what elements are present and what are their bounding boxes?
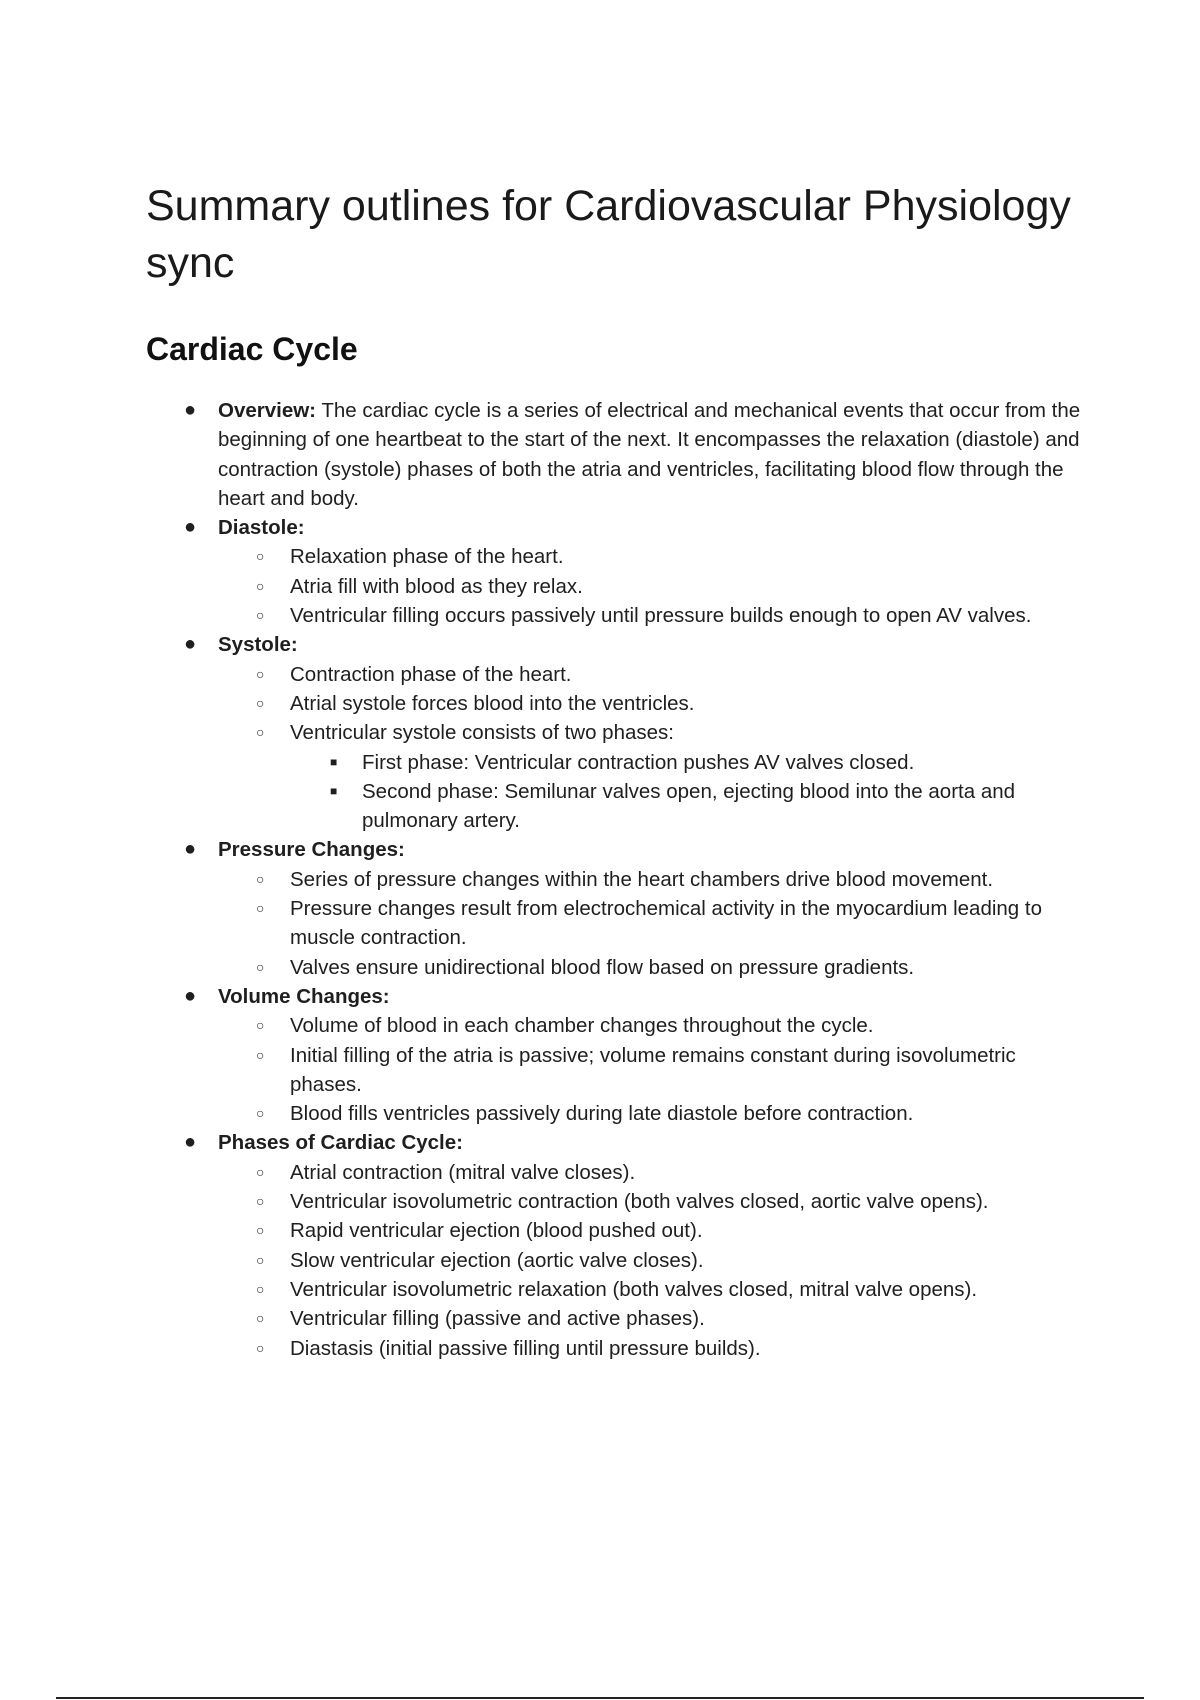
circle-bullet-icon: ○ [256,1163,265,1180]
sub-list [218,1011,1086,1128]
circle-bullet-icon: ○ [256,1193,265,1210]
circle-bullet-icon: ○ [256,724,265,741]
square-bullet-icon: ■ [330,754,338,769]
circle-bullet-icon: ○ [256,870,265,887]
list-item [218,689,1086,718]
list-item [218,1275,1086,1304]
circle-bullet-icon: ○ [256,1339,265,1356]
item-text: Valves ensure unidirectional blood flow based on pressure gradients. [290,955,915,979]
item-text: Rapid ventricular ejection (blood pushed out). [290,1219,703,1243]
circle-bullet-icon: ○ [256,958,265,975]
outline-item-diastole [146,513,1086,630]
sub-list [218,542,1086,630]
list-item [218,1158,1086,1187]
list-item [218,1187,1086,1216]
outline-item-overview [146,396,1086,513]
circle-bullet-icon: ○ [256,1280,265,1297]
circle-bullet-icon: ○ [256,548,265,565]
circle-bullet-icon: ○ [256,1222,265,1239]
item-text: Blood fills ventricles passively during late diastole before contraction. [290,1102,914,1126]
list-item [218,1011,1086,1040]
list-item [218,1246,1086,1275]
list-item [218,1041,1086,1100]
item-text: Volume of blood in each chamber changes throughout the cycle. [290,1014,874,1038]
item-text: Ventricular filling (passive and active phases). [290,1307,705,1331]
list-item [218,718,1086,835]
item-label: Systole: [218,633,298,657]
item-label: Overview: [218,399,316,422]
bullet-icon: ● [184,516,197,539]
list-item [218,572,1086,601]
bullet-icon: ● [184,1131,197,1154]
item-text: Atrial systole forces blood into the ventricles. [290,691,695,715]
item-text: The cardiac cycle is a series of electrical and mechanical events that occur from the beginning of one heartbeat to the start of the next. It encompasses the relaxation (diastole) and contraction (systole) phases of both the atria and ventricles, facilitating blood flow through the heart and body. [218,399,1081,510]
sub-sub-list [290,748,1086,836]
item-text: Contraction phase of the heart. [290,662,572,686]
bullet-icon: ● [184,838,197,861]
outline-item-phases [146,1128,1086,1362]
list-item [218,953,1086,982]
outline [146,396,1086,1363]
list-item [290,748,1086,777]
item-text: Slow ventricular ejection (aortic valve closes). [290,1248,704,1272]
list-item [218,1304,1086,1333]
list-item [218,1334,1086,1363]
circle-bullet-icon: ○ [256,900,265,917]
section-heading: Cardiac Cycle [146,331,358,367]
item-text: Initial filling of the atria is passive; volume remains constant during isovolumetric phases. [290,1043,1016,1096]
item-text: Diastasis (initial passive filling until pressure builds). [290,1336,761,1360]
sub-list [218,660,1086,836]
item-text: Second phase: Semilunar valves open, ejecting blood into the aorta and pulmonary artery. [362,779,1016,833]
list-item [218,1099,1086,1128]
list-item [218,660,1086,689]
circle-bullet-icon: ○ [256,1105,265,1122]
item-label: Pressure Changes: [218,838,405,862]
list-item [218,601,1086,630]
circle-bullet-icon: ○ [256,577,265,594]
bullet-icon: ● [184,399,197,421]
item-label: Phases of Cardiac Cycle: [218,1131,463,1155]
sub-list [218,1158,1086,1363]
list-item [218,542,1086,571]
page-title: Summary outlines for Cardiovascular Physiology sync [146,182,1071,287]
item-text: Ventricular filling occurs passively until pressure builds enough to open AV valves. [290,604,1032,628]
item-text: Atrial contraction (mitral valve closes). [290,1160,636,1184]
circle-bullet-icon: ○ [256,1310,265,1327]
item-text: Atria fill with blood as they relax. [290,574,583,598]
item-label: Volume Changes: [218,984,390,1008]
footer-divider [56,1697,1144,1699]
circle-bullet-icon: ○ [256,607,265,624]
circle-bullet-icon: ○ [256,1046,265,1063]
list-item [290,777,1086,836]
item-text: Pressure changes result from electrochemical activity in the myocardium leading to muscle contraction. [290,897,1042,950]
circle-bullet-icon: ○ [256,694,265,711]
square-bullet-icon: ■ [330,783,338,798]
item-label: Diastole: [218,516,305,540]
item-text: Ventricular isovolumetric contraction (both valves closed, aortic valve opens). [290,1190,989,1214]
circle-bullet-icon: ○ [256,1017,265,1034]
list-item [218,1216,1086,1245]
item-text: Relaxation phase of the heart. [290,545,564,569]
sub-list [218,865,1086,982]
bullet-icon: ● [184,984,197,1007]
circle-bullet-icon: ○ [256,665,265,682]
item-text: Ventricular isovolumetric relaxation (both valves closed, mitral valve opens). [290,1277,978,1301]
outline-list [146,396,1086,1363]
item-text: Ventricular systole consists of two phases: [290,721,674,745]
list-item [218,865,1086,894]
circle-bullet-icon: ○ [256,1251,265,1268]
item-text: First phase: Ventricular contraction pushes AV valves closed. [362,750,915,774]
outline-item-volume [146,982,1086,1128]
item-text: Series of pressure changes within the heart chambers drive blood movement. [290,867,994,891]
bullet-icon: ● [184,633,197,656]
outline-item-systole [146,630,1086,835]
outline-item-pressure [146,835,1086,981]
list-item [218,894,1086,953]
